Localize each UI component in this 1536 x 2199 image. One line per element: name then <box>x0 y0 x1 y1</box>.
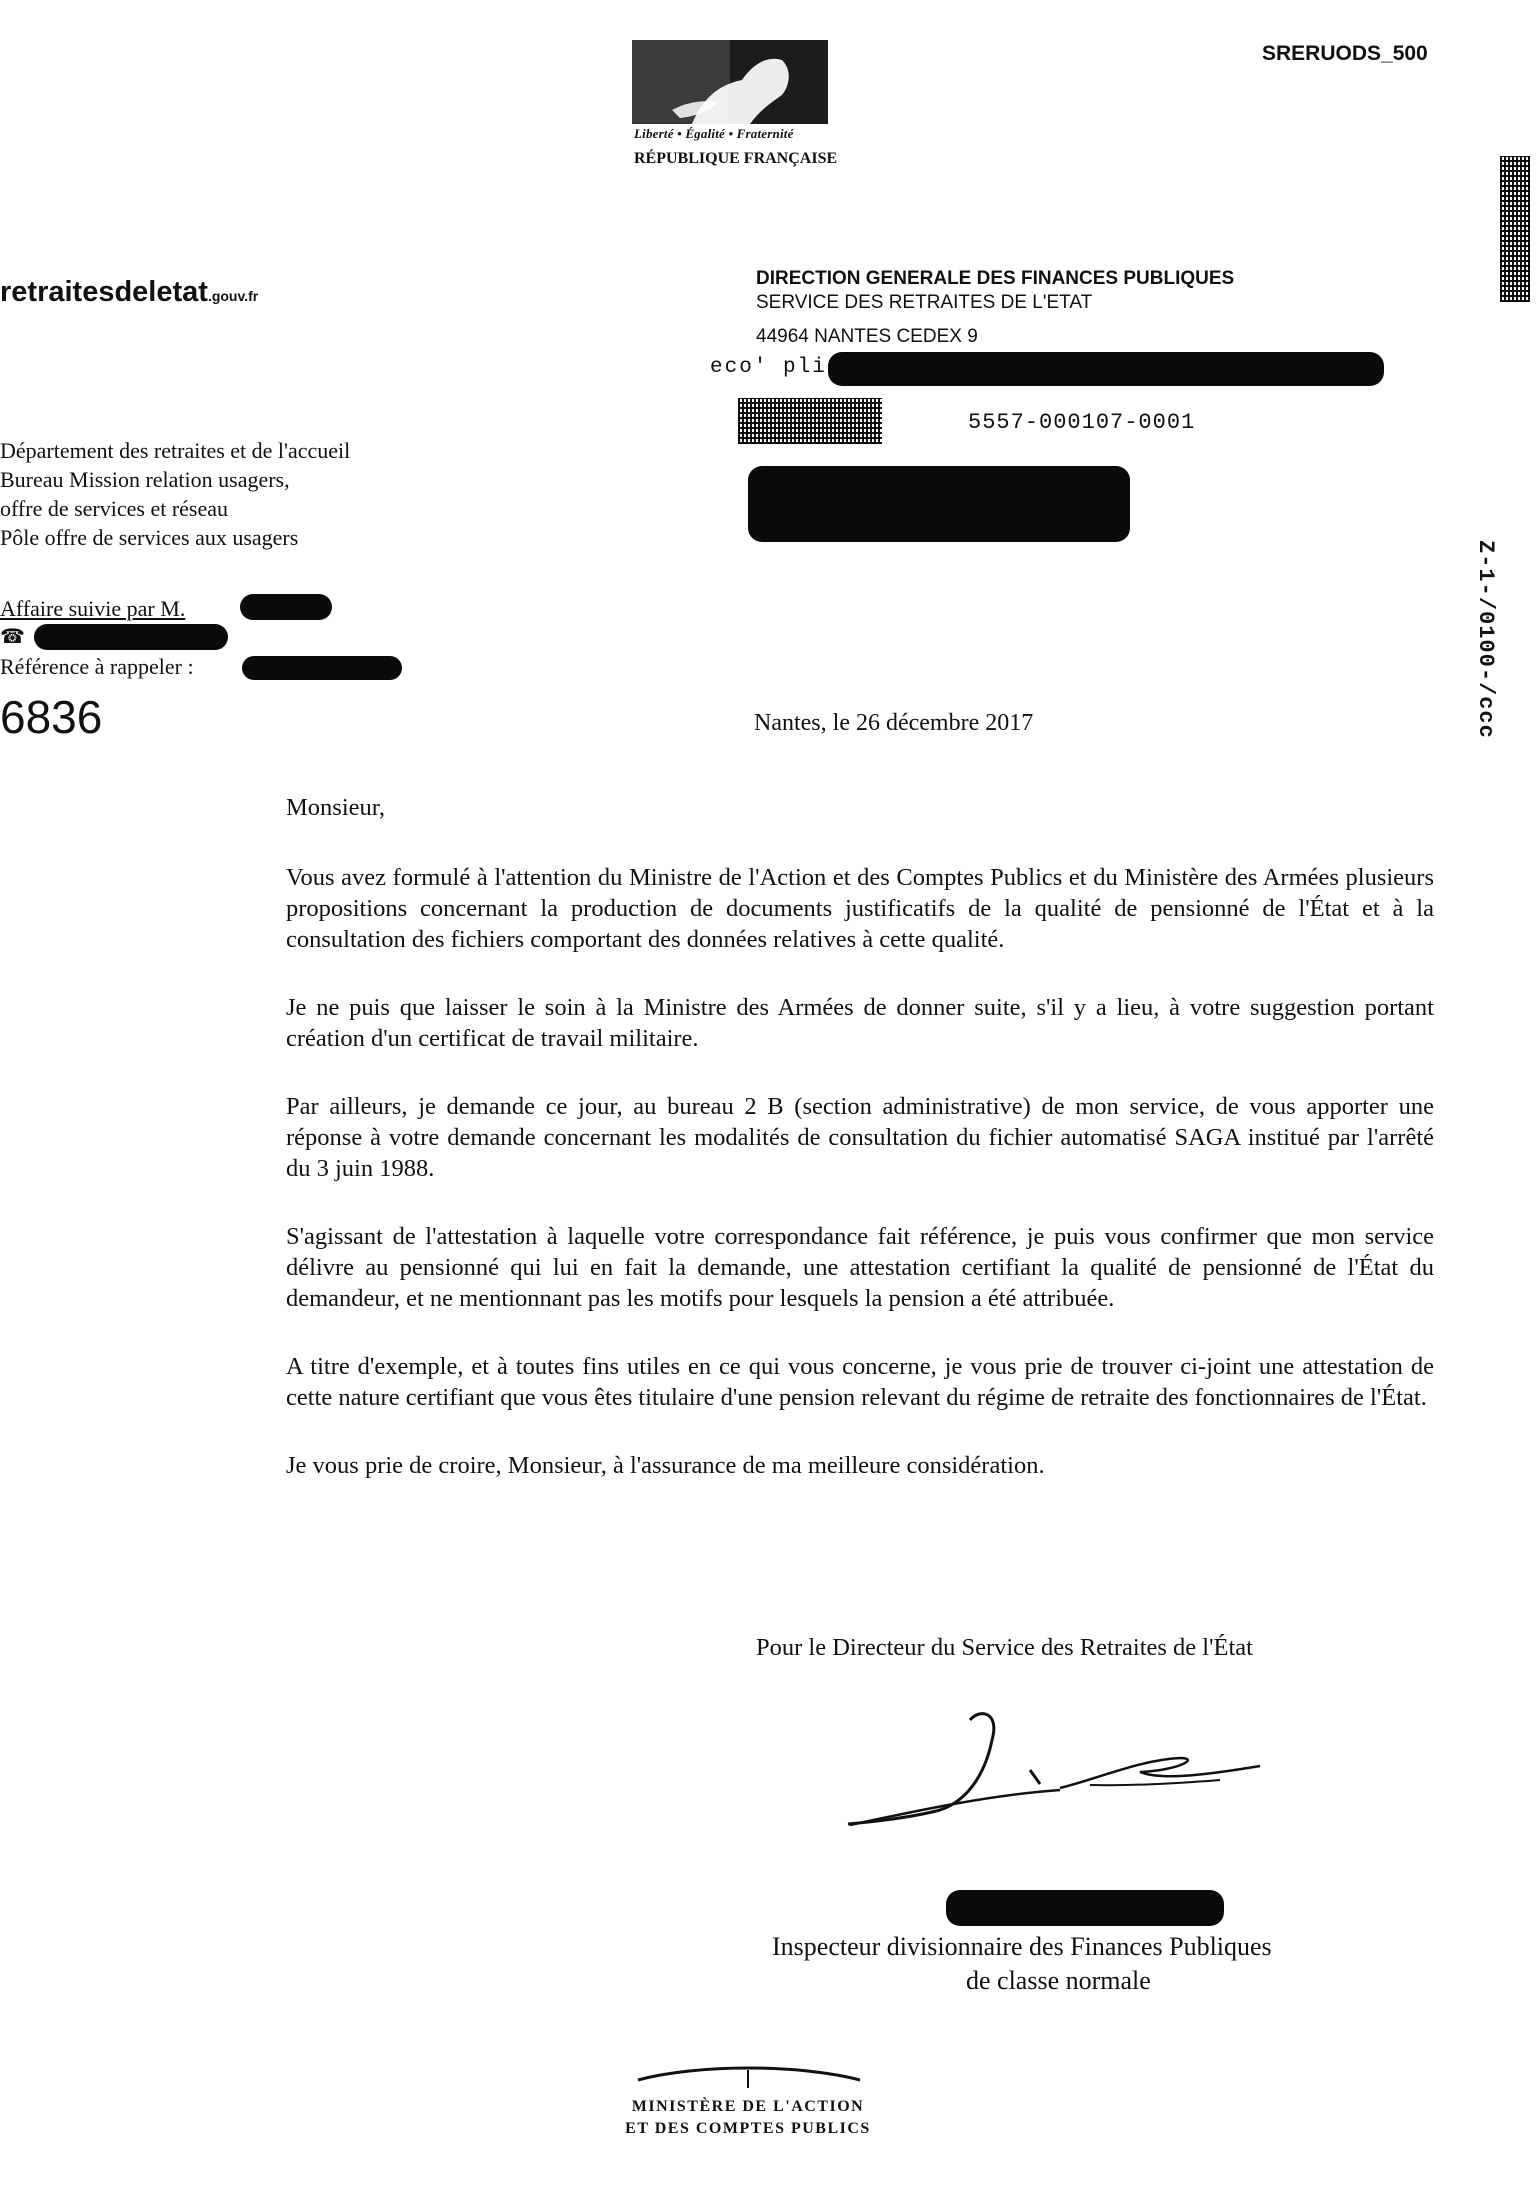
side-code: Z-1-/0100-/ccc <box>1473 540 1498 739</box>
sender-line-3: 44964 NANTES CEDEX 9 <box>756 326 978 347</box>
site-brand <box>0 276 258 309</box>
republic-label: RÉPUBLIQUE FRANÇAISE <box>634 150 838 167</box>
ministry-emblem <box>598 2040 898 2100</box>
redaction <box>242 656 402 680</box>
redaction <box>828 352 1384 386</box>
department-line: Pôle offre de services aux usagers <box>0 525 299 550</box>
signatory-title-1: Inspecteur divisionnaire des Finances Publiques <box>772 1932 1272 1961</box>
sender-line-1: DIRECTION GENERALE DES FINANCES PUBLIQUES <box>756 268 1235 289</box>
salutation: Monsieur, <box>286 794 386 821</box>
motto: Liberté • Égalité • Fraternité <box>634 126 794 141</box>
date-line: Nantes, le 26 décembre 2017 <box>754 710 1034 736</box>
sender-line-2: SERVICE DES RETRAITES DE L'ETAT <box>756 292 1093 313</box>
letter-body <box>286 862 1434 1481</box>
department-line: Département des retraites et de l'accueil <box>0 438 351 463</box>
department-block <box>0 436 350 552</box>
reference-number: 6836 <box>0 691 103 743</box>
redaction <box>748 466 1130 542</box>
footer-ministry-1: MINISTÈRE DE L'ACTION <box>631 2098 865 2115</box>
datamatrix-code <box>1500 156 1530 302</box>
signatory-title-2: de classe normale <box>966 1966 1151 1995</box>
marianne-logo <box>632 40 828 124</box>
paragraph: Par ailleurs, je demande ce jour, au bureau 2 B (section administrative) de mon service, de vous apporter une réponse à votre demande concernant les modalités de consultation du fichier automatisé SAGA institué par l'arrêté du 3 juin 1988. <box>286 1093 1434 1182</box>
redaction <box>240 594 332 620</box>
paragraph: S'agissant de l'attestation à laquelle votre correspondance fait référence, je puis vous confirmer que mon service délivre au pensionné qui lui en fait la demande, une attestation certifiant la qualité de pensionné de l'État du demandeur, et ne mentionnant pas les motifs pour lesquels la pension a été attribuée. <box>286 1223 1434 1312</box>
paragraph: Je ne puis que laisser le soin à la Ministre des Armées de donner suite, s'il y a lieu, à votre suggestion portant création d'un certificat de travail militaire. <box>286 994 1434 1052</box>
site-brand-suffix: .gouv.fr <box>207 288 259 304</box>
footer-ministry-2: ET DES COMPTES PUBLICS <box>625 2120 871 2137</box>
postal-barcode <box>738 398 882 444</box>
department-line: Bureau Mission relation usagers, <box>0 467 290 492</box>
doc-code: SRERUODS_500 <box>1262 42 1428 65</box>
ecopli-label: eco' pli <box>710 356 827 379</box>
site-brand-name: retraitesdeletat <box>0 276 208 308</box>
department-line: offre de services et réseau <box>0 496 229 521</box>
paragraph: Vous avez formulé à l'attention du Ministre de l'Action et des Comptes Publics et du Ministère des Armées plusieurs propositions concernant la production de documents justificatifs de la qualité de pensionné de l'État et à la consultation des fichiers comportant des données relatives à cette qualité. <box>286 864 1434 953</box>
affaire-label: Affaire suivie par M. <box>0 596 186 621</box>
redaction <box>34 624 228 650</box>
tracking-number: 5557-000107-0001 <box>968 410 1196 435</box>
phone-icon: ☎ <box>0 626 25 648</box>
reference-label: Référence à rappeler : <box>0 654 194 679</box>
signature <box>840 1700 1300 1830</box>
paragraph: A titre d'exemple, et à toutes fins utiles en ce qui vous concerne, je vous prie de trouver ci-joint une attestation de cette nature certifiant que vous êtes titulaire d'une pension relevant du régime de retraite des fonctionnaires de l'État. <box>286 1353 1434 1411</box>
closing: Je vous prie de croire, Monsieur, à l'assurance de ma meilleure considération. <box>286 1452 1045 1479</box>
for-director: Pour le Directeur du Service des Retraites de l'État <box>756 1634 1253 1661</box>
redaction <box>946 1890 1224 1926</box>
